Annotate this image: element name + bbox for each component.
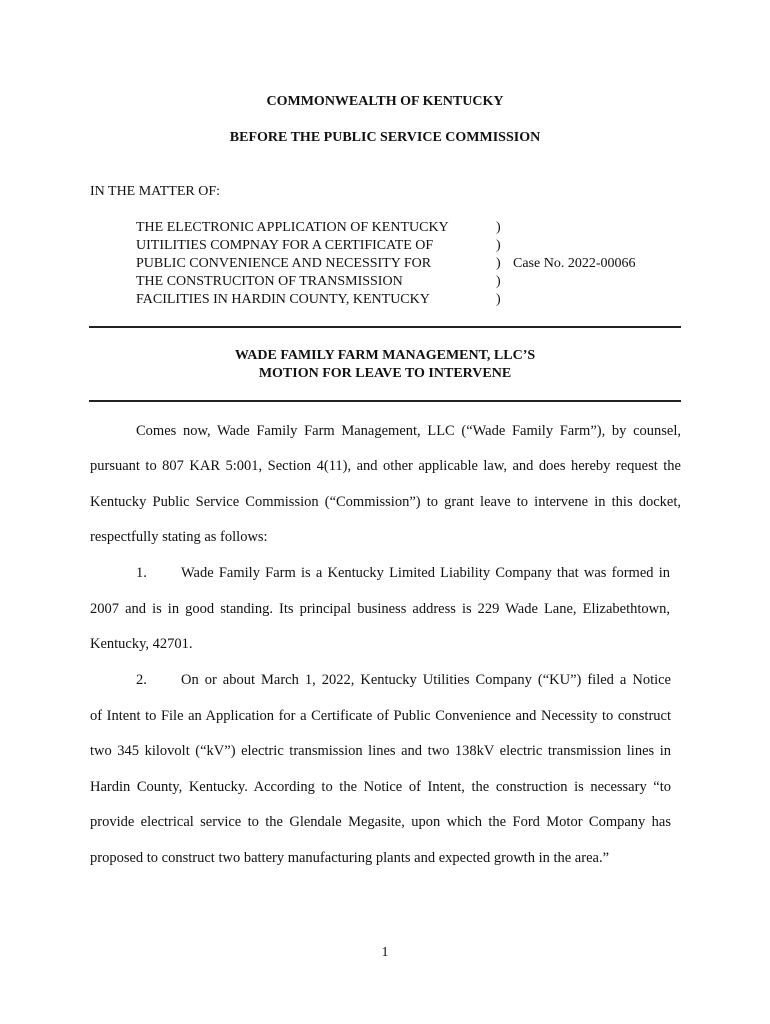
in-the-matter-of-label: IN THE MATTER OF: <box>90 184 221 199</box>
paragraph-number: 1. <box>136 565 147 581</box>
intro-line: Comes now, Wade Family Farm Management, LLC (“Wade Family Farm”), by counsel, <box>136 423 681 439</box>
motion-title-line1: WADE FAMILY FARM MANAGEMENT, LLC’S <box>234 348 536 363</box>
divider-rule-top <box>89 326 681 328</box>
jurisdiction-heading: COMMONWEALTH OF KENTUCKY <box>266 94 504 109</box>
paragraph-line: On or about March 1, 2022, Kentucky Utilities Company (“KU”) filed a Notice <box>181 672 671 688</box>
caption-paren: ) <box>496 274 501 289</box>
divider-rule-bottom <box>89 400 681 402</box>
motion-title-line2: MOTION FOR LEAVE TO INTERVENE <box>258 366 512 381</box>
paragraph-line: Hardin County, Kentucky. According to the Notice of Intent, the construction is necessary “to <box>90 779 671 795</box>
intro-line: respectfully stating as follows: <box>90 529 268 545</box>
caption-line: THE CONSTRUCITON OF TRANSMISSION <box>136 274 403 289</box>
caption-line: FACILITIES IN HARDIN COUNTY, KENTUCKY <box>136 292 430 307</box>
caption-paren: ) <box>496 220 501 235</box>
caption-line: PUBLIC CONVENIENCE AND NECESSITY FOR <box>136 256 432 271</box>
paragraph-number: 2. <box>136 672 147 688</box>
caption-paren: ) <box>496 238 501 253</box>
caption-paren: ) <box>496 292 501 307</box>
paragraph-line: provide electrical service to the Glendale Megasite, upon which the Ford Motor Company has <box>90 814 671 830</box>
tribunal-heading: BEFORE THE PUBLIC SERVICE COMMISSION <box>229 130 541 145</box>
intro-line: pursuant to 807 KAR 5:001, Section 4(11), and other applicable law, and does hereby request the <box>90 458 681 474</box>
paragraph-line: proposed to construct two battery manufacturing plants and expected growth in the area.” <box>90 850 610 866</box>
case-number: Case No. 2022-00066 <box>513 256 636 271</box>
page-number: 1 <box>381 945 389 960</box>
paragraph-line: 2007 and is in good standing. Its principal business address is 229 Wade Lane, Elizabethtown, <box>90 601 670 617</box>
caption-line: UITILITIES COMPNAY FOR A CERTIFICATE OF <box>136 238 434 253</box>
paragraph-line: of Intent to File an Application for a Certificate of Public Convenience and Necessity to construct <box>90 708 671 724</box>
paragraph-line: Wade Family Farm is a Kentucky Limited Liability Company that was formed in <box>181 565 670 581</box>
paragraph-line: Kentucky, 42701. <box>90 636 193 652</box>
intro-line: Kentucky Public Service Commission (“Commission”) to grant leave to intervene in this docket, <box>90 494 681 510</box>
caption-paren: ) <box>496 256 501 271</box>
paragraph-line: two 345 kilovolt (“kV”) electric transmission lines and two 138kV electric transmission lines in <box>90 743 671 759</box>
caption-line: THE ELECTRONIC APPLICATION OF KENTUCKY <box>136 220 449 235</box>
